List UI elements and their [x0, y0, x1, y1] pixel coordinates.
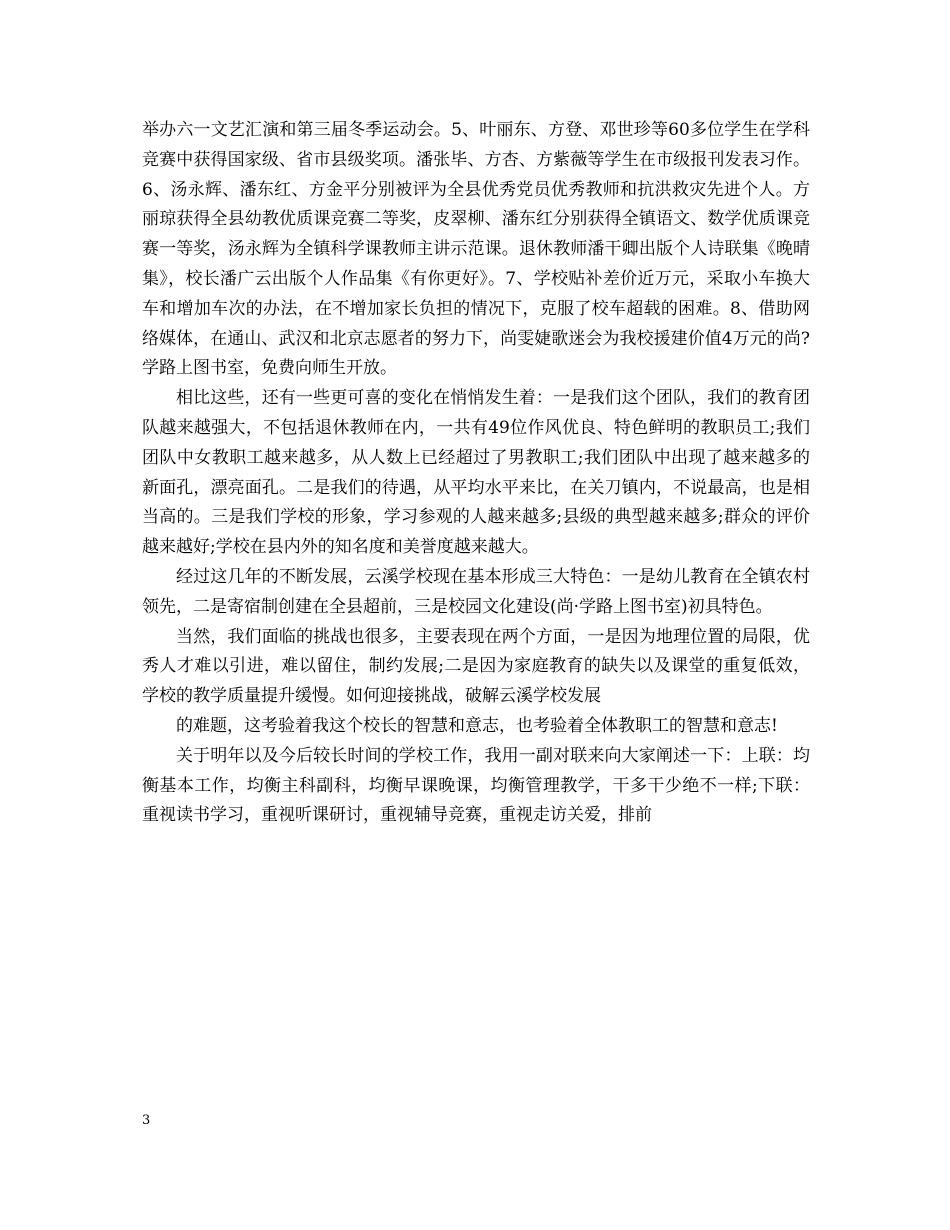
page-number: 3 — [142, 1113, 151, 1128]
paragraph-2: 相比这些，还有一些更可喜的变化在悄悄发生着：一是我们这个团队，我们的教育团队越来越强大，不包括退休教师在内，一共有49位作风优良、特色鲜明的教职员工;我们团队中女教职工越来越多，从人数上已经超过了男教职工;我们团队中出现了越来越多的新面孔，漂亮面孔。二是我们的待遇，从平均水平来比，在关刀镇内，不说最高，也是相当高的。三是我们学校的形象，学习参观的人越来越多;县级的典型越来越多;群众的评价越来越好;学校在县内外的知名度和美誉度越来越大。 — [142, 388, 810, 558]
paragraph-5: 的难题，这考验着我这个校长的智慧和意志，也考验着全体教职工的智慧和意志! — [176, 715, 778, 736]
paragraph-6: 关于明年以及今后较长时间的学校工作，我用一副对联来向大家阐述一下：上联：均衡基本工作，均衡主科副科，均衡早课晚课，均衡管理教学，干多干少绝不一样;下联：重视读书学习，重视听课研讨，重视辅导竞赛，重视走访关爱，排前 — [142, 745, 810, 826]
paragraph-3: 经过这几年的不断发展，云溪学校现在基本形成三大特色：一是幼儿教育在全镇农村领先，二是寄宿制创建在全县超前，三是校园文化建设(尚·学路上图书室)初具特色。 — [142, 566, 810, 617]
paragraph-1: 举办六一文艺汇演和第三届冬季运动会。5、叶丽东、方登、邓世珍等60多位学生在学科竞赛中获得国家级、省市县级奖项。潘张毕、方杏、方紫薇等学生在市级报刊发表习作。6、汤永辉、潘东红、方金平分别被评为全县优秀党员优秀教师和抗洪救灾先进个人。方丽琼获得全县幼教优质课竞赛二等奖，皮翠柳、潘东红分别获得全镇语文、数学优质课竞赛一等奖，汤永辉为全镇科学课教师主讲示范课。退休教师潘干卿出版个人诗联集《晚晴集》，校长潘广云出版个人作品集《有你更好》。7、学校贴补差价近万元，采取小车换大车和增加车次的办法，在不增加家长负担的情况下，克服了校车超载的困难。8、借助网络媒体，在通山、武汉和北京志愿者的努力下，尚雯婕歌迷会为我校援建价值4万元的尚?学路上图书室，免费向师生开放。 — [142, 120, 810, 379]
document-body — [142, 116, 810, 831]
paragraph-4: 当然，我们面临的挑战也很多，主要表现在两个方面，一是因为地理位置的局限，优秀人才难以引进，难以留住，制约发展;二是因为家庭教育的缺失以及课堂的重复低效，学校的教学质量提升缓慢。如何迎接挑战，破解云溪学校发展 — [142, 626, 810, 707]
